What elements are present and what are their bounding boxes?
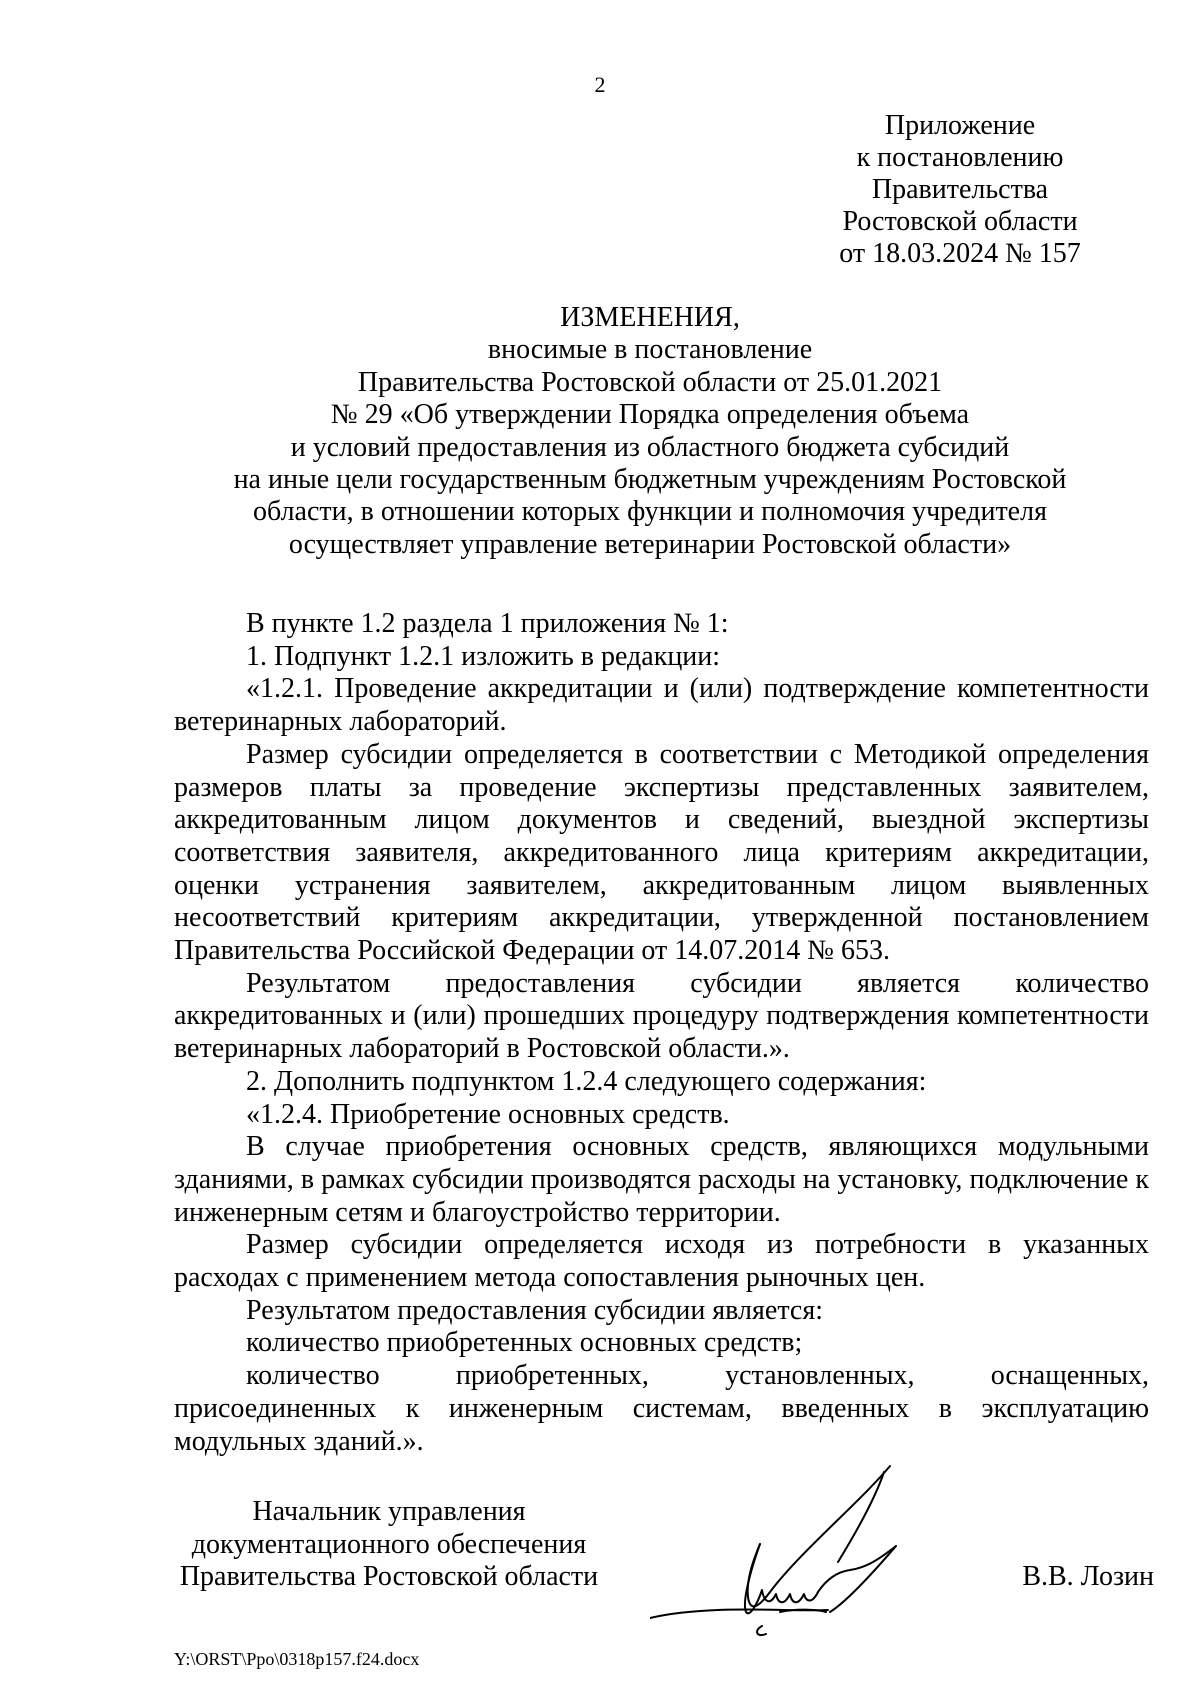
appendix-line: Правительства — [871, 174, 1049, 205]
paragraph: 2. Дополнить подпунктом 1.2.4 следующего содержания: — [246, 1065, 927, 1097]
paragraph: количество приобретенных, установленных, оснащенных, присоединенных к инженерным системам, введенных в эксплуатацию модульных зданий.». — [174, 1360, 1149, 1457]
appendix-line: Приложение — [884, 110, 1036, 141]
title-line: на иные цели государственным бюджетным учреждениям Ростовской — [233, 464, 1067, 496]
paragraph: Размер субсидии определяется исходя из потребности в указанных расходах с применением метода сопоставления рыночных цен. — [174, 1229, 1149, 1294]
appendix-line: к постановлению — [856, 142, 1064, 173]
paragraph: количество приобретенных основных средств; — [246, 1327, 803, 1359]
paragraph: В пункте 1.2 раздела 1 приложения № 1: — [246, 608, 729, 639]
file-path-footer: Y:\ORST\Ppo\0318p157.f24.docx — [174, 1649, 420, 1669]
document-body — [174, 608, 1149, 1458]
document-title — [200, 302, 1100, 561]
title-line: № 29 «Об утверждении Порядка определения объема — [330, 399, 970, 431]
handwritten-signature — [650, 1462, 1010, 1642]
title-line: осуществляет управление ветеринарии Ростовской области» — [288, 528, 1012, 560]
paragraph: Результатом предоставления субсидии является: — [246, 1294, 823, 1326]
paragraph: В случае приобретения основных средств, являющихся модульными зданиями, в рамках субсидии производятся расходы на установку, подключение к инженерным сетям и благоустройство территории. — [174, 1131, 1149, 1228]
paragraph: Результатом предоставления субсидии является количество аккредитованных и (или) прошедших процедуру подтверждения компетентности ветеринарных лабораторий в Ростовской области.». — [174, 967, 1149, 1065]
title-line: и условий предоставления из областного бюджета субсидий — [290, 431, 1010, 463]
position-line: Начальник управления — [252, 1496, 526, 1527]
appendix-line: Ростовской области — [842, 206, 1078, 237]
page-number: 2 — [594, 72, 606, 97]
signatory-name: В.В. Лозин — [1022, 1561, 1154, 1592]
paragraph: Размер субсидии определяется в соответствии с Методикой определения размеров платы за проведение экспертизы представленных заявителем, аккредитованным лицом документов и сведений, выездной экспертизы соответствия заявителя, аккредитованного лица критериям аккредитации, оценки устранения заявителем, аккредитованным лицом выявленных несоответствий критериям аккредитации, утвержденной постановлением Правительства Российской Федерации от 14.07.2014 № 653. — [174, 738, 1149, 967]
title-line: вносимые в постановление — [487, 334, 813, 366]
paragraph: «1.2.1. Проведение аккредитации и (или) подтверждение компетентности ветеринарных лабораторий. — [174, 673, 1149, 738]
appendix-header — [830, 110, 1090, 270]
paragraph: «1.2.4. Приобретение основных средств. — [246, 1098, 730, 1130]
position-line: Правительства Ростовской области — [179, 1561, 599, 1592]
title-line: области, в отношении которых функции и полномочия учредителя — [253, 496, 1047, 528]
title-heading: ИЗМЕНЕНИЯ, — [560, 302, 740, 333]
paragraph: 1. Подпункт 1.2.1 изложить в редакции: — [246, 640, 721, 672]
title-line: Правительства Ростовской области от 25.01.2021 — [357, 366, 943, 398]
appendix-line: от 18.03.2024 № 157 — [839, 238, 1081, 269]
position-line: документационного обеспечения — [191, 1528, 587, 1560]
signatory-position — [174, 1496, 604, 1594]
